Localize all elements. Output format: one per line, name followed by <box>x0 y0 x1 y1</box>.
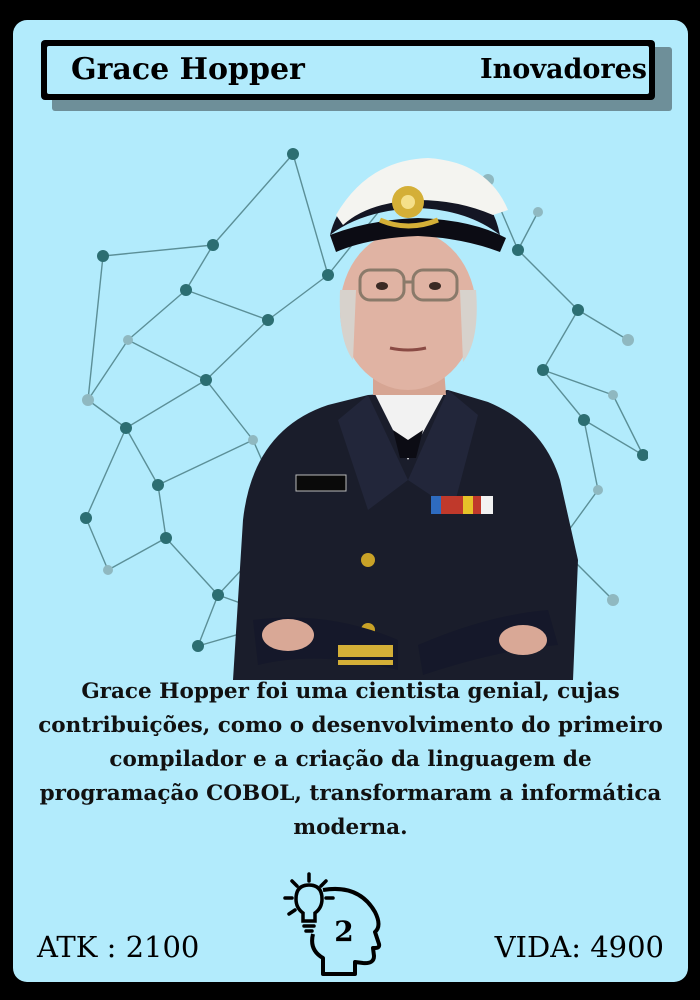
card-description: Grace Hopper foi uma cientista genial, cujas contribuições, como o desenvolvimento do primeiro compilador e a criação da linguagem de programação COBOL, transformaram a informática moderna. <box>38 679 663 840</box>
card-artwork <box>68 140 648 680</box>
card-cost-value: 2 <box>334 915 354 948</box>
card-atk: ATK : 2100 <box>37 930 200 964</box>
card-life: VIDA: 4900 <box>494 930 664 964</box>
portrait-figure <box>233 158 578 680</box>
card-header <box>41 40 655 100</box>
card-name: Grace Hopper <box>71 52 305 87</box>
card-header-inner <box>47 46 649 94</box>
character-card[interactable] <box>13 20 688 982</box>
card-category: Inovadores <box>480 54 647 85</box>
